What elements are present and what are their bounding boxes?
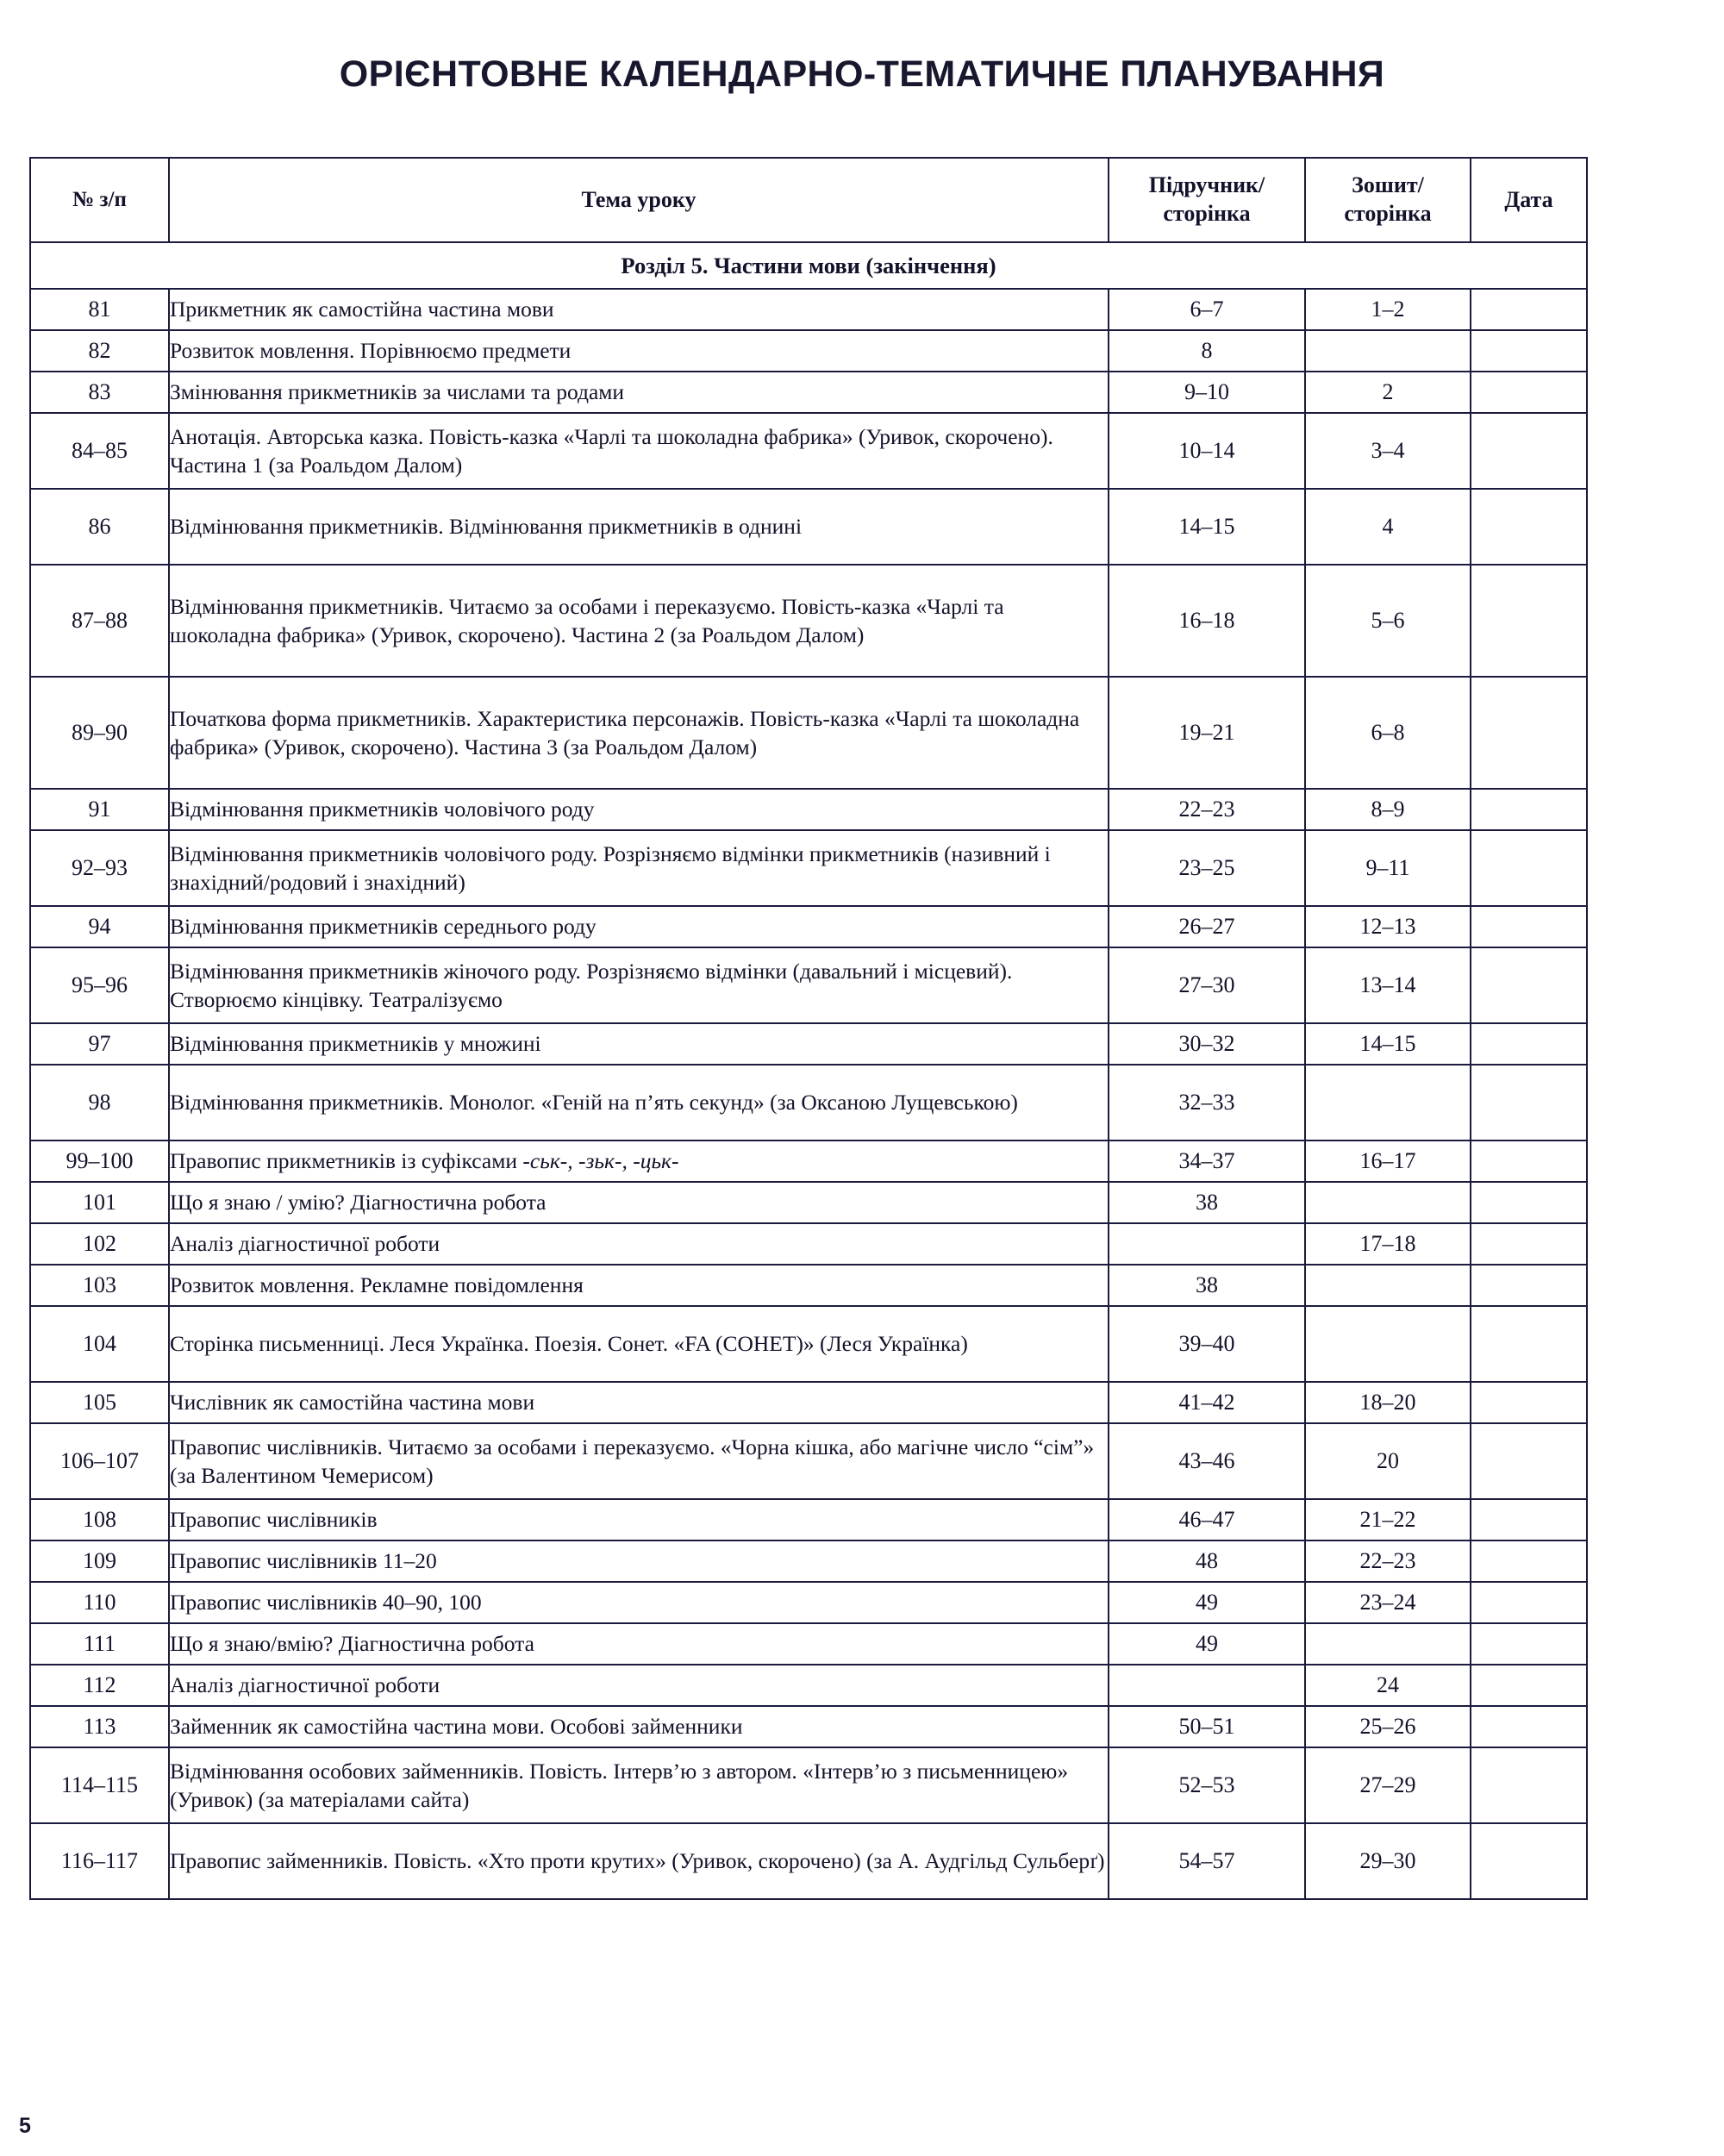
- lesson-number-cell: 97: [30, 1023, 169, 1065]
- lesson-topic-cell: Аналіз діагностичної роботи: [169, 1223, 1109, 1265]
- date-cell[interactable]: [1471, 1382, 1587, 1423]
- textbook-page-cell: 23–25: [1109, 830, 1305, 906]
- date-cell[interactable]: [1471, 1423, 1587, 1499]
- workbook-page-cell: [1305, 1306, 1471, 1382]
- column-header-workbook-line1: Зошит/: [1352, 172, 1424, 198]
- lesson-number-cell: 108: [30, 1499, 169, 1540]
- textbook-page-cell: 52–53: [1109, 1747, 1305, 1823]
- table-row: [30, 1023, 1587, 1065]
- date-cell[interactable]: [1471, 1306, 1587, 1382]
- workbook-page-cell: 1–2: [1305, 289, 1471, 330]
- table-row: [30, 330, 1587, 372]
- workbook-page-cell: 27–29: [1305, 1747, 1471, 1823]
- lesson-topic-cell: Відмінювання прикметників середнього роду: [169, 906, 1109, 947]
- planning-table: [29, 157, 1588, 1900]
- table-row: [30, 1823, 1587, 1899]
- lesson-topic-cell: Відмінювання прикметників. Читаємо за особами і переказуємо. Повість-казка «Чарлі та шоколадна фабрика» (Уривок, скорочено). Частина 2 (за Роальдом Далом): [169, 565, 1109, 677]
- lesson-number-cell: 84–85: [30, 413, 169, 489]
- date-cell[interactable]: [1471, 906, 1587, 947]
- table-row: [30, 565, 1587, 677]
- lesson-number-cell: 113: [30, 1706, 169, 1747]
- textbook-page-cell: 19–21: [1109, 677, 1305, 789]
- date-cell[interactable]: [1471, 565, 1587, 677]
- lesson-number-cell: 111: [30, 1623, 169, 1665]
- lesson-topic-cell: Відмінювання особових займенників. Повість. Інтерв’ю з автором. «Інтерв’ю з письменницею» (Уривок) (за матеріалами сайта): [169, 1747, 1109, 1823]
- date-cell[interactable]: [1471, 1499, 1587, 1540]
- textbook-page-cell: 26–27: [1109, 906, 1305, 947]
- lesson-topic-cell: Прикметник як самостійна частина мови: [169, 289, 1109, 330]
- date-cell[interactable]: [1471, 1182, 1587, 1223]
- workbook-page-cell: 14–15: [1305, 1023, 1471, 1065]
- lesson-number-cell: 86: [30, 489, 169, 565]
- lesson-topic-cell: Правопис числівників 11–20: [169, 1540, 1109, 1582]
- lesson-topic-cell: Розвиток мовлення. Рекламне повідомлення: [169, 1265, 1109, 1306]
- date-cell[interactable]: [1471, 1665, 1587, 1706]
- textbook-page-cell: 38: [1109, 1182, 1305, 1223]
- table-row: [30, 372, 1587, 413]
- workbook-page-cell: 22–23: [1305, 1540, 1471, 1582]
- lesson-topic-cell: Правопис числівників 40–90, 100: [169, 1582, 1109, 1623]
- workbook-page-cell: 25–26: [1305, 1706, 1471, 1747]
- textbook-page-cell: 46–47: [1109, 1499, 1305, 1540]
- column-header-date: Дата: [1471, 158, 1587, 242]
- textbook-page-cell: 39–40: [1109, 1306, 1305, 1382]
- lesson-number-cell: 104: [30, 1306, 169, 1382]
- lesson-number-cell: 89–90: [30, 677, 169, 789]
- lesson-number-cell: 109: [30, 1540, 169, 1582]
- workbook-page-cell: 16–17: [1305, 1140, 1471, 1182]
- lesson-number-cell: 106–107: [30, 1423, 169, 1499]
- lesson-number-cell: 110: [30, 1582, 169, 1623]
- lesson-number-cell: 98: [30, 1065, 169, 1140]
- lesson-topic-cell: Аналіз діагностичної роботи: [169, 1665, 1109, 1706]
- lesson-number-cell: 114–115: [30, 1747, 169, 1823]
- table-row: [30, 677, 1587, 789]
- lesson-number-cell: 101: [30, 1182, 169, 1223]
- page-number: 5: [19, 2114, 31, 2138]
- date-cell[interactable]: [1471, 1023, 1587, 1065]
- textbook-page-cell: 49: [1109, 1582, 1305, 1623]
- lesson-topic-cell: Що я знаю/вмію? Діагностична робота: [169, 1623, 1109, 1665]
- lesson-topic-cell: Правопис числівників. Читаємо за особами і переказуємо. «Чорна кішка, або магічне число “сім”» (за Валентином Чемерисом): [169, 1423, 1109, 1499]
- textbook-page-cell: 27–30: [1109, 947, 1305, 1023]
- lesson-topic-cell: Відмінювання прикметників чоловічого роду. Розрізняємо відмінки прикметників (називний і знахідний/родовий і знахідний): [169, 830, 1109, 906]
- textbook-page-cell: [1109, 1665, 1305, 1706]
- column-header-textbook-line1: Підручник/: [1148, 172, 1265, 198]
- workbook-page-cell: [1305, 1065, 1471, 1140]
- textbook-page-cell: 48: [1109, 1540, 1305, 1582]
- lesson-topic-cell: Числівник як самостійна частина мови: [169, 1382, 1109, 1423]
- textbook-page-cell: 16–18: [1109, 565, 1305, 677]
- lesson-number-cell: 105: [30, 1382, 169, 1423]
- date-cell[interactable]: [1471, 1065, 1587, 1140]
- table-row: [30, 1265, 1587, 1306]
- planning-table-container: [29, 157, 1586, 1900]
- table-row: [30, 489, 1587, 565]
- column-header-textbook-line2: сторінка: [1163, 201, 1251, 226]
- section-title-row: [30, 242, 1587, 289]
- lesson-topic-cell: Початкова форма прикметників. Характеристика персонажів. Повість-казка «Чарлі та шоколадна фабрика» (Уривок, скорочено). Частина 3 (за Роальдом Далом): [169, 677, 1109, 789]
- section-title: Розділ 5. Частини мови (закінчення): [30, 242, 1587, 289]
- workbook-page-cell: 8–9: [1305, 789, 1471, 830]
- date-cell[interactable]: [1471, 1623, 1587, 1665]
- workbook-page-cell: [1305, 1182, 1471, 1223]
- lesson-number-cell: 102: [30, 1223, 169, 1265]
- workbook-page-cell: 13–14: [1305, 947, 1471, 1023]
- table-row: [30, 1223, 1587, 1265]
- lesson-number-cell: 94: [30, 906, 169, 947]
- date-cell[interactable]: [1471, 947, 1587, 1023]
- table-row: [30, 1540, 1587, 1582]
- lesson-topic-cell: Відмінювання прикметників. Відмінювання прикметників в однині: [169, 489, 1109, 565]
- textbook-page-cell: [1109, 1223, 1305, 1265]
- date-cell[interactable]: [1471, 289, 1587, 330]
- lesson-topic-cell: Що я знаю / умію? Діагностична робота: [169, 1182, 1109, 1223]
- table-row: [30, 1747, 1587, 1823]
- lesson-topic-cell: Сторінка письменниці. Леся Українка. Поезія. Сонет. «FA (СОНЕТ)» (Леся Українка): [169, 1306, 1109, 1382]
- workbook-page-cell: 5–6: [1305, 565, 1471, 677]
- textbook-page-cell: 34–37: [1109, 1140, 1305, 1182]
- workbook-page-cell: 29–30: [1305, 1823, 1471, 1899]
- table-row: [30, 1423, 1587, 1499]
- table-row: [30, 289, 1587, 330]
- lesson-number-cell: 81: [30, 289, 169, 330]
- date-cell[interactable]: [1471, 1747, 1587, 1823]
- column-header-number: № з/п: [30, 158, 169, 242]
- date-cell[interactable]: [1471, 1823, 1587, 1899]
- date-cell[interactable]: [1471, 489, 1587, 565]
- date-cell[interactable]: [1471, 330, 1587, 372]
- textbook-page-cell: 6–7: [1109, 289, 1305, 330]
- lesson-number-cell: 95–96: [30, 947, 169, 1023]
- textbook-page-cell: 9–10: [1109, 372, 1305, 413]
- workbook-page-cell: 20: [1305, 1423, 1471, 1499]
- column-header-workbook: [1305, 158, 1471, 242]
- date-cell[interactable]: [1471, 1265, 1587, 1306]
- workbook-page-cell: [1305, 330, 1471, 372]
- workbook-page-cell: 17–18: [1305, 1223, 1471, 1265]
- date-cell[interactable]: [1471, 1223, 1587, 1265]
- lesson-topic-cell: Правопис займенників. Повість. «Хто проти крутих» (Уривок, скорочено) (за А. Аудгільд Сульберґ): [169, 1823, 1109, 1899]
- table-row: [30, 1306, 1587, 1382]
- table-row: [30, 1382, 1587, 1423]
- table-row: [30, 1623, 1587, 1665]
- date-cell[interactable]: [1471, 830, 1587, 906]
- lesson-number-cell: 103: [30, 1265, 169, 1306]
- lesson-topic-cell: Відмінювання прикметників. Монолог. «Геній на п’ять секунд» (за Оксаною Лущевською): [169, 1065, 1109, 1140]
- textbook-page-cell: 43–46: [1109, 1423, 1305, 1499]
- lesson-number-cell: 116–117: [30, 1823, 169, 1899]
- lesson-topic-text: Правопис прикметників із суфіксами: [170, 1148, 523, 1174]
- date-cell[interactable]: [1471, 413, 1587, 489]
- date-cell[interactable]: [1471, 1706, 1587, 1747]
- lesson-topic-cell: [169, 1140, 1109, 1182]
- table-row: [30, 1499, 1587, 1540]
- table-header-row: [30, 158, 1587, 242]
- table-row: [30, 947, 1587, 1023]
- lesson-topic-cell: Анотація. Авторська казка. Повість-казка «Чарлі та шоколадна фабрика» (Уривок, скорочено). Частина 1 (за Роальдом Далом): [169, 413, 1109, 489]
- date-cell[interactable]: [1471, 1140, 1587, 1182]
- lesson-topic-cell: Розвиток мовлення. Порівнюємо предмети: [169, 330, 1109, 372]
- table-row: [30, 1065, 1587, 1140]
- lesson-number-cell: 87–88: [30, 565, 169, 677]
- table-row: [30, 1182, 1587, 1223]
- date-cell[interactable]: [1471, 1582, 1587, 1623]
- textbook-page-cell: 38: [1109, 1265, 1305, 1306]
- lesson-number-cell: 91: [30, 789, 169, 830]
- lesson-topic-cell: Змінювання прикметників за числами та родами: [169, 372, 1109, 413]
- textbook-page-cell: 10–14: [1109, 413, 1305, 489]
- lesson-topic-suffixes: -ськ-, -зьк-, -цьк-: [522, 1148, 679, 1174]
- workbook-page-cell: 21–22: [1305, 1499, 1471, 1540]
- lesson-number-cell: 82: [30, 330, 169, 372]
- lesson-topic-cell: Займенник як самостійна частина мови. Особові займенники: [169, 1706, 1109, 1747]
- page-title: ОРІЄНТОВНЕ КАЛЕНДАРНО-ТЕМАТИЧНЕ ПЛАНУВАННЯ: [339, 53, 1385, 95]
- lesson-number-cell: 92–93: [30, 830, 169, 906]
- table-row: [30, 1665, 1587, 1706]
- workbook-page-cell: 6–8: [1305, 677, 1471, 789]
- workbook-page-cell: 9–11: [1305, 830, 1471, 906]
- workbook-page-cell: 3–4: [1305, 413, 1471, 489]
- column-header-textbook: [1109, 158, 1305, 242]
- workbook-page-cell: 23–24: [1305, 1582, 1471, 1623]
- workbook-page-cell: 2: [1305, 372, 1471, 413]
- workbook-page-cell: 4: [1305, 489, 1471, 565]
- table-row: [30, 1706, 1587, 1747]
- lesson-topic-cell: Відмінювання прикметників чоловічого роду: [169, 789, 1109, 830]
- lesson-topic-cell: Відмінювання прикметників у множині: [169, 1023, 1109, 1065]
- lesson-number-cell: 112: [30, 1665, 169, 1706]
- date-cell[interactable]: [1471, 677, 1587, 789]
- table-row: [30, 906, 1587, 947]
- table-row: [30, 1140, 1587, 1182]
- table-row: [30, 1582, 1587, 1623]
- lesson-number-cell: 83: [30, 372, 169, 413]
- textbook-page-cell: 8: [1109, 330, 1305, 372]
- lesson-topic-cell: Правопис числівників: [169, 1499, 1109, 1540]
- column-header-topic: Тема уроку: [169, 158, 1109, 242]
- textbook-page-cell: 22–23: [1109, 789, 1305, 830]
- textbook-page-cell: 32–33: [1109, 1065, 1305, 1140]
- textbook-page-cell: 50–51: [1109, 1706, 1305, 1747]
- table-body: [30, 242, 1587, 1899]
- workbook-page-cell: [1305, 1265, 1471, 1306]
- workbook-page-cell: 12–13: [1305, 906, 1471, 947]
- textbook-page-cell: 54–57: [1109, 1823, 1305, 1899]
- lesson-number-cell: 99–100: [30, 1140, 169, 1182]
- table-row: [30, 413, 1587, 489]
- textbook-page-cell: 49: [1109, 1623, 1305, 1665]
- textbook-page-cell: 30–32: [1109, 1023, 1305, 1065]
- date-cell[interactable]: [1471, 789, 1587, 830]
- date-cell[interactable]: [1471, 1540, 1587, 1582]
- column-header-workbook-line2: сторінка: [1344, 201, 1432, 226]
- table-header: [30, 158, 1587, 242]
- workbook-page-cell: [1305, 1623, 1471, 1665]
- table-row: [30, 789, 1587, 830]
- date-cell[interactable]: [1471, 372, 1587, 413]
- workbook-page-cell: 24: [1305, 1665, 1471, 1706]
- table-row: [30, 830, 1587, 906]
- textbook-page-cell: 41–42: [1109, 1382, 1305, 1423]
- lesson-topic-cell: Відмінювання прикметників жіночого роду. Розрізняємо відмінки (давальний і місцевий). Створюємо кінцівку. Театралізуємо: [169, 947, 1109, 1023]
- workbook-page-cell: 18–20: [1305, 1382, 1471, 1423]
- textbook-page-cell: 14–15: [1109, 489, 1305, 565]
